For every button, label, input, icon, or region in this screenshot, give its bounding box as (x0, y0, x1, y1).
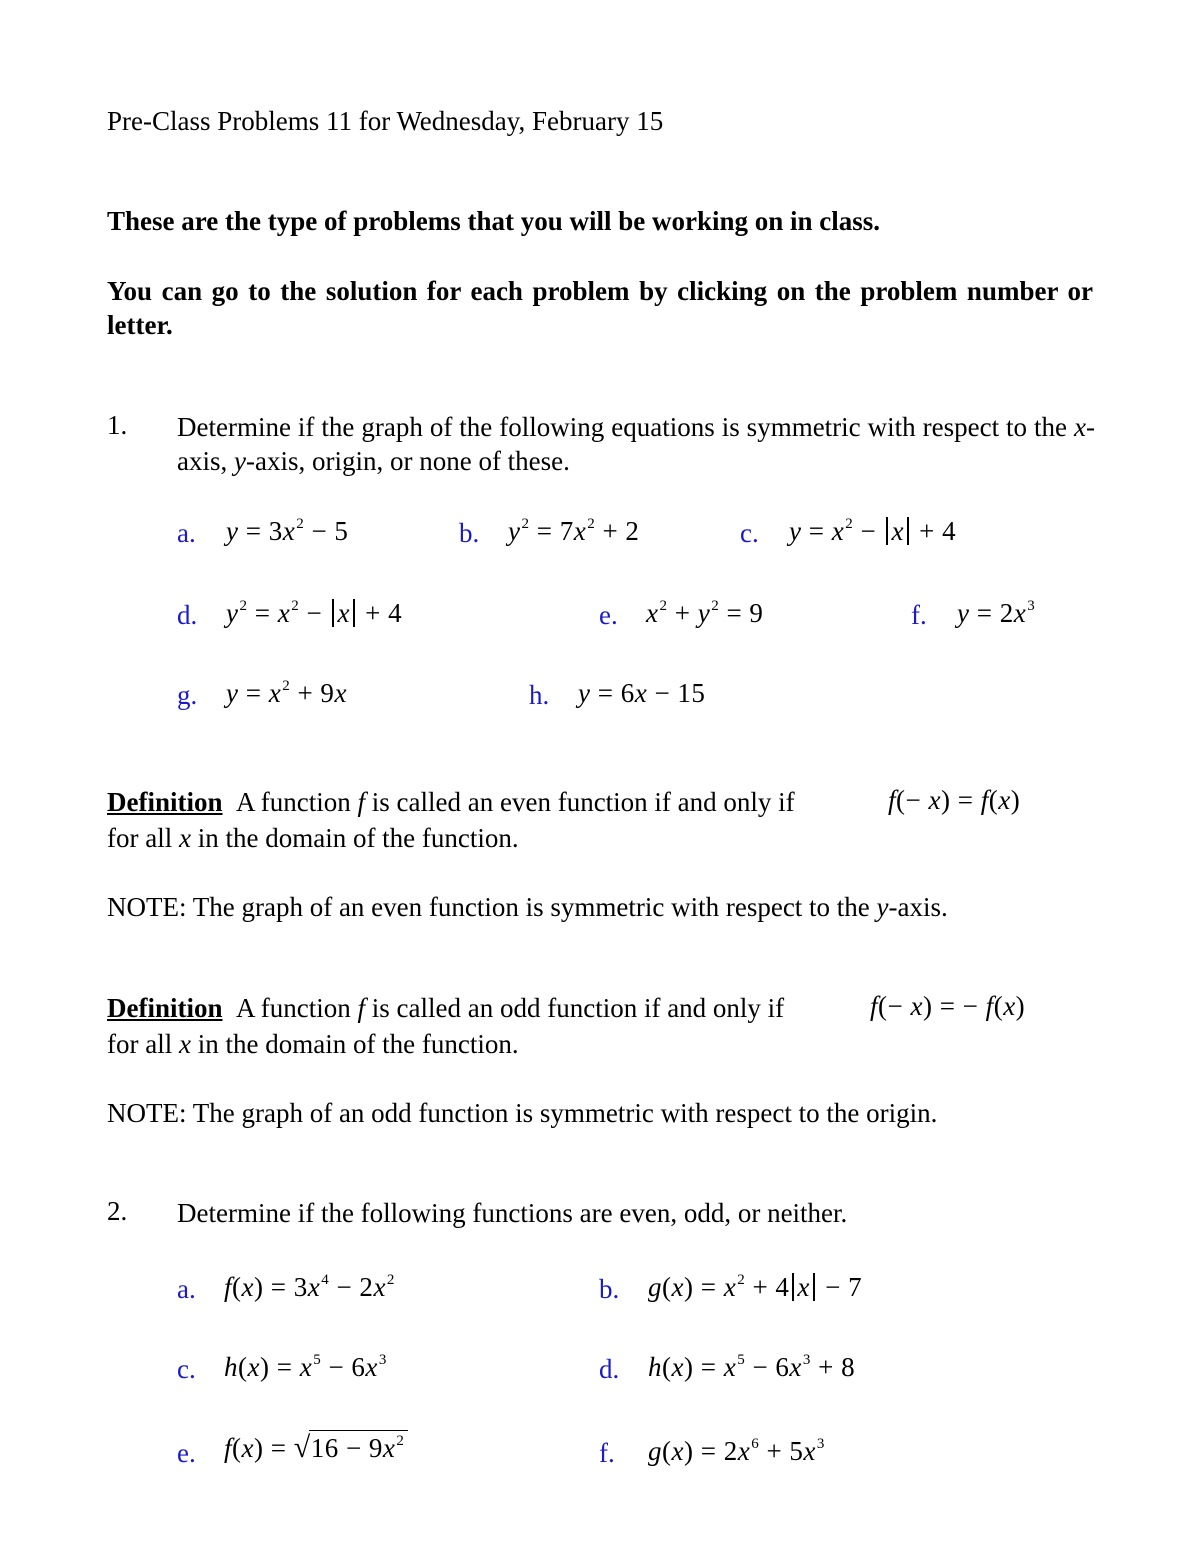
problem-2f-equation: $g(x) = 2x^6 + 5x^3$ (648, 1436, 825, 1466)
definition-odd: Definition A function f is called an odd function if and only if (107, 993, 785, 1023)
problem-1d-equation: $y^2 = x^2 - x + 4$ (226, 598, 403, 628)
problem-1h-link[interactable]: h. (529, 680, 550, 710)
problem-2e-link[interactable]: e. (177, 1438, 196, 1468)
problem-1b-link[interactable]: b. (459, 518, 480, 548)
page-title: Pre-Class Problems 11 for Wednesday, February 15 (107, 106, 664, 136)
problem-1d-link[interactable]: d. (177, 600, 198, 630)
problem-1c-link[interactable]: c. (740, 518, 759, 548)
problem-1b-equation: $y^2 = 7x^2 + 2$ (508, 516, 640, 546)
problem-1f-link[interactable]: f. (911, 600, 927, 630)
problem-2b-equation: $g(x) = x^2 + 4$ x − 7 (648, 1272, 863, 1302)
definition-even: Definition A function f is called an even function if and only if (107, 787, 795, 817)
problem-2-text: Determine if the following functions are even, odd, or neither. (177, 1198, 848, 1228)
problem-1f-equation: $y = 2x^3$ (957, 598, 1036, 628)
problem-1e-equation: $x^2 + y^2 = 9$ (646, 598, 764, 628)
problem-2c-equation: $h(x) = x^5 - 6x^3$ (224, 1352, 387, 1382)
intro-line-1: These are the type of problems that you will be working on in class. (107, 206, 881, 236)
problem-1h-equation: y = 6x − 15 (578, 678, 706, 708)
problem-2d-link[interactable]: d. (599, 1354, 620, 1384)
intro-line-2: You can go to the solution for each problem by clicking on the problem number or letter. (107, 276, 1093, 340)
problem-1g-equation: $y = x^2 + 9x$ (226, 678, 347, 708)
definition-even-heading: Definition (107, 787, 223, 817)
square-root-icon: √ (293, 1431, 311, 1464)
definition-even-condition: f(− x) = f(x) (888, 785, 1021, 815)
definition-odd-condition: f(− x) = − f(x) (870, 991, 1026, 1021)
problem-2e-equation: $f(x) = √16 - 9x^2$ (224, 1430, 408, 1465)
problem-1-link[interactable]: 1. (107, 410, 128, 440)
problem-1a-equation: $y = 3x^2 - 5$ (226, 516, 349, 546)
note-odd: NOTE: The graph of an odd function is symmetric with respect to the origin. (107, 1098, 938, 1128)
definition-even-line-2: for all x in the domain of the function. (107, 823, 519, 853)
problem-2b-link[interactable]: b. (599, 1274, 620, 1304)
problem-2a-link[interactable]: a. (177, 1274, 196, 1304)
problem-2-link[interactable]: 2. (107, 1196, 128, 1226)
problem-1c-equation: $y = x^2 - x + 4$ (789, 516, 957, 546)
problem-1a-link[interactable]: a. (177, 518, 196, 548)
problem-1g-link[interactable]: g. (177, 680, 198, 710)
problem-2c-link[interactable]: c. (177, 1354, 196, 1384)
problem-2f-link[interactable]: f. (599, 1438, 615, 1468)
problem-2d-equation: $h(x) = x^5 - 6x^3 + 8$ (648, 1352, 856, 1382)
definition-odd-heading: Definition (107, 993, 223, 1023)
problem-1-text: Determine if the graph of the following equations is symmetric with respect to the x-axis, y-axis, origin, or none of these. (177, 412, 1095, 476)
problem-1e-link[interactable]: e. (599, 600, 618, 630)
definition-odd-line-2: for all x in the domain of the function. (107, 1029, 519, 1059)
note-even: NOTE: The graph of an even function is symmetric with respect to the y-axis. (107, 892, 948, 922)
problem-2a-equation: $f(x) = 3x^4 - 2x^2$ (224, 1272, 395, 1302)
